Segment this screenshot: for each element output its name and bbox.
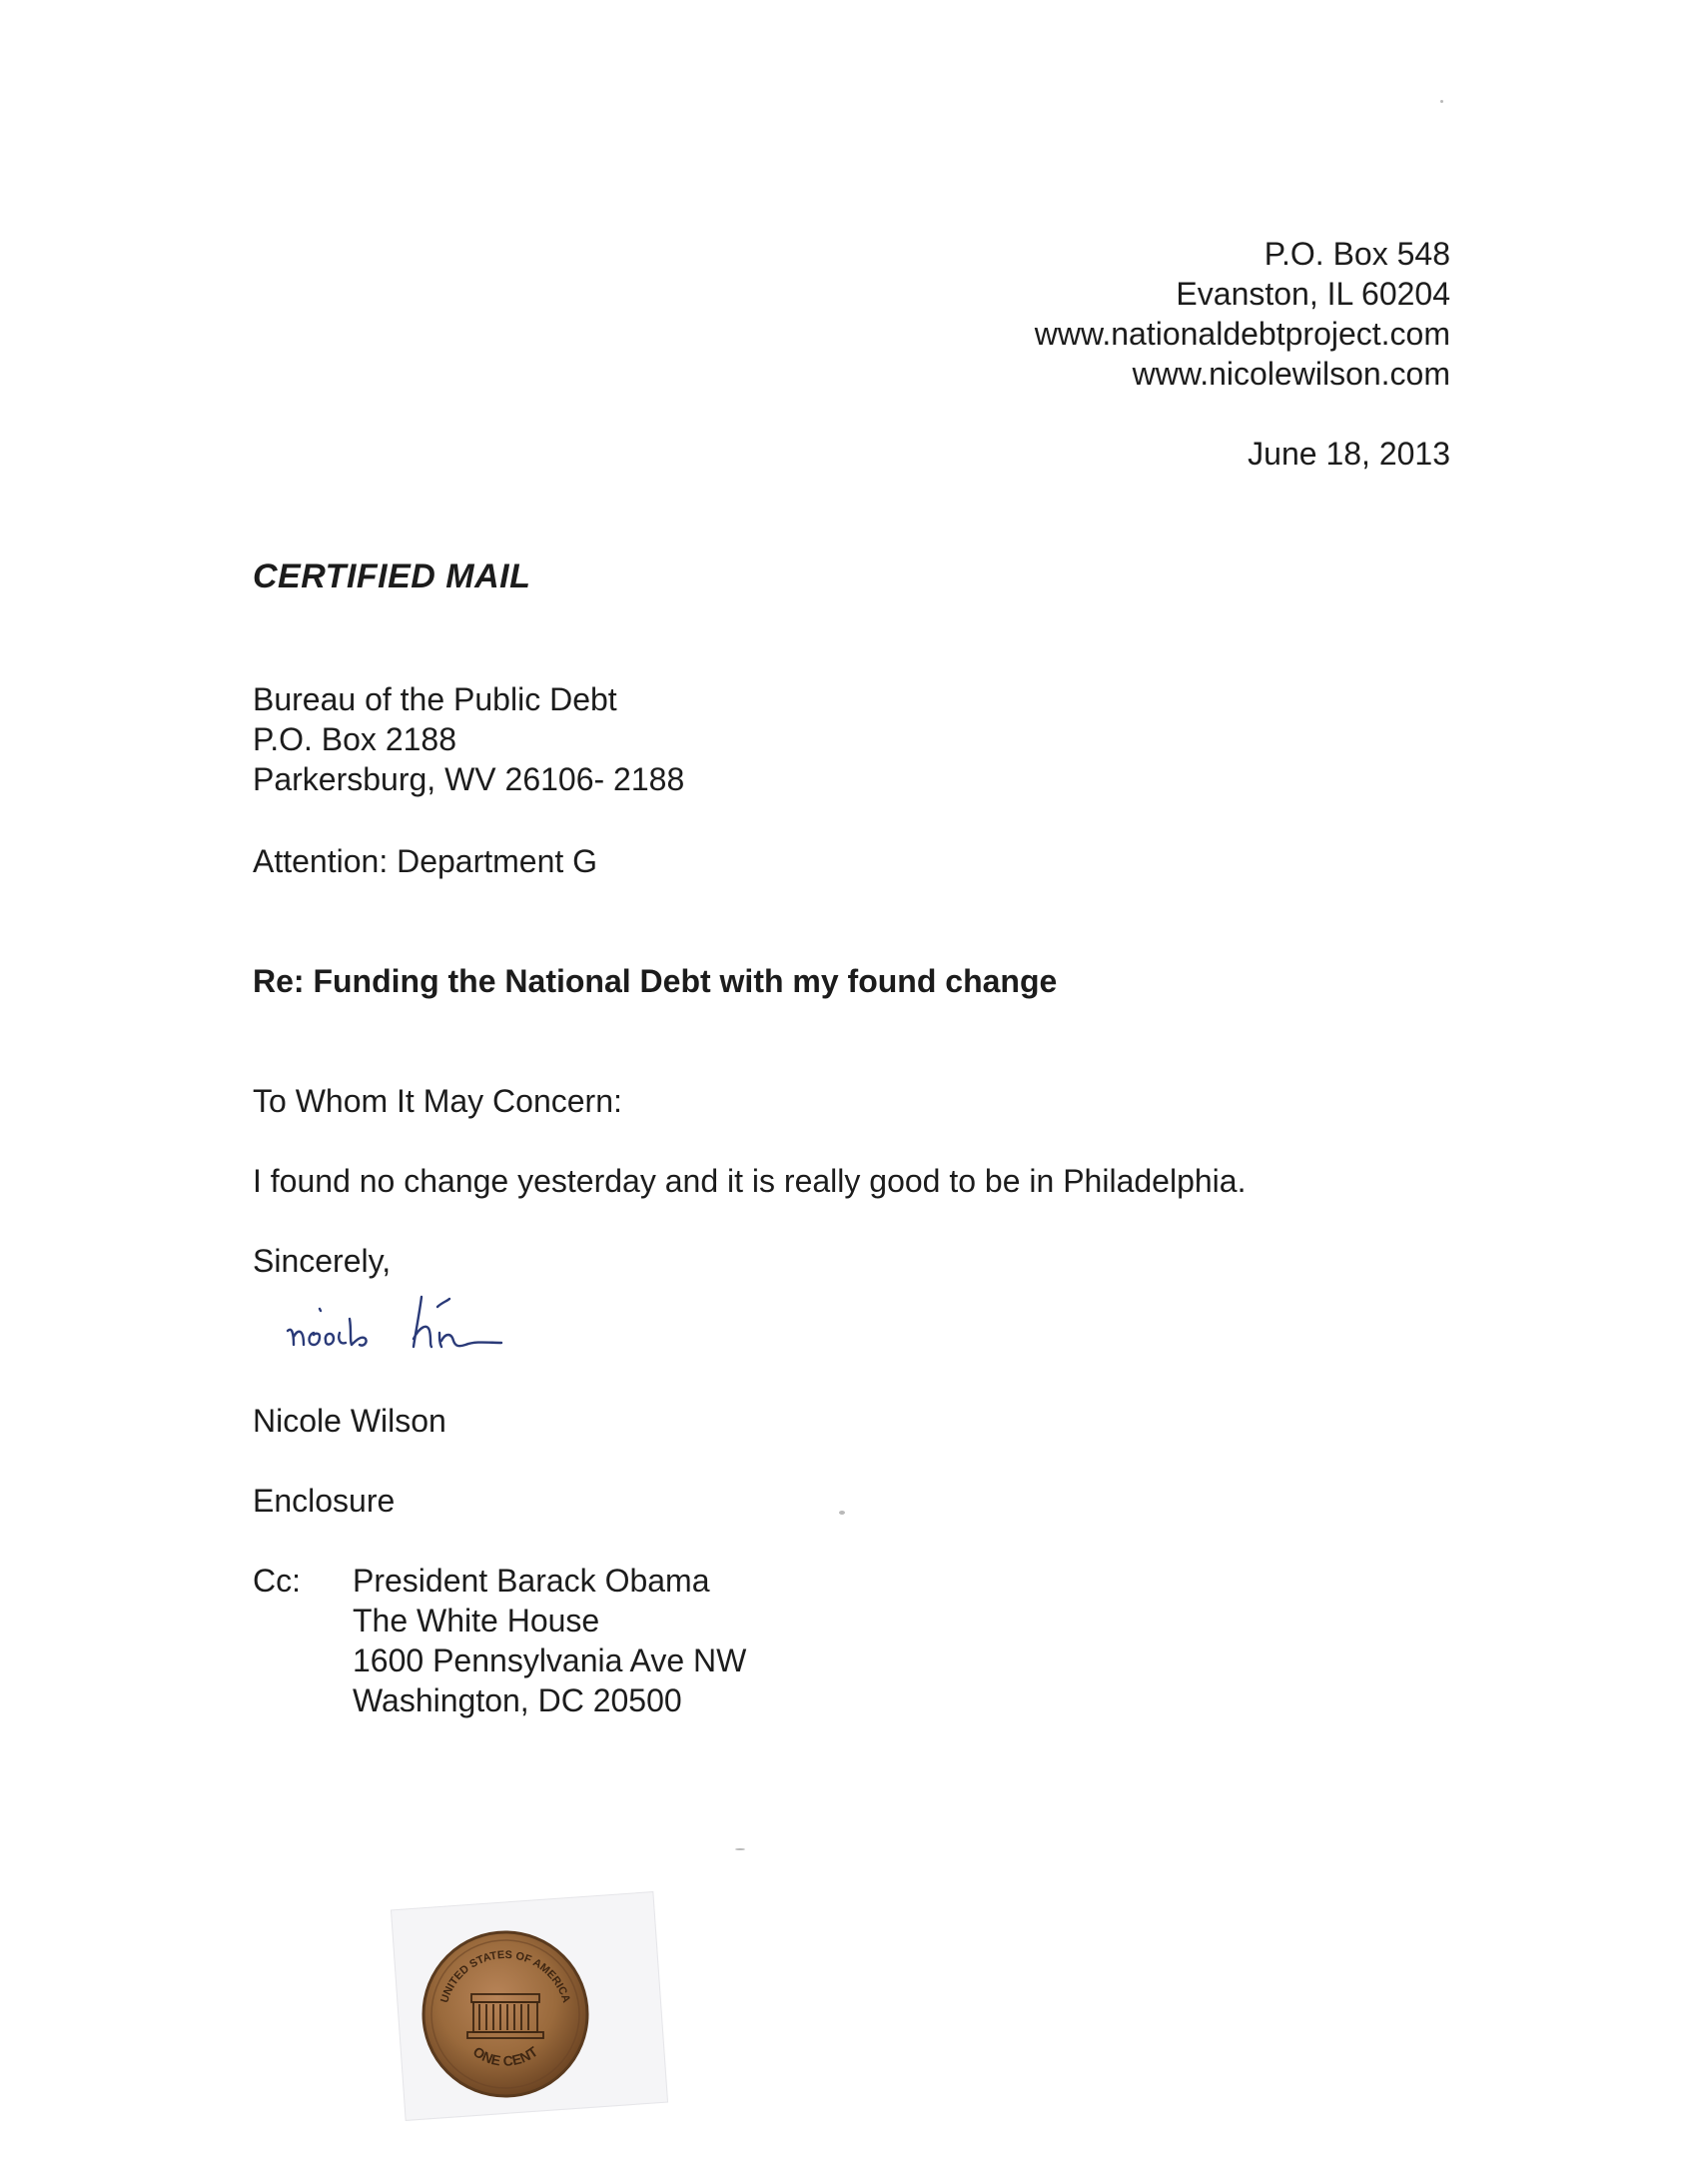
paper-speck (735, 1848, 745, 1850)
salutation: To Whom It May Concern: (253, 1083, 622, 1119)
handwritten-signature (280, 1289, 649, 1379)
paper-speck (839, 1511, 845, 1515)
sender-address (1035, 234, 1450, 394)
recipient-address-line: P.O. Box 2188 (253, 721, 456, 757)
cc-label: Cc: (253, 1563, 301, 1599)
cc-address-line: President Barack Obama (353, 1563, 710, 1599)
recipient-address-line: Parkersburg, WV 26106- 2188 (253, 761, 685, 797)
paper-speck (1440, 100, 1443, 103)
enclosure-note: Enclosure (253, 1483, 396, 1519)
coin-top-text: UNITED STATES OF AMERICA (438, 1948, 572, 2005)
sender-address-line: Evanston, IL 60204 (1176, 276, 1450, 312)
letter-date: June 18, 2013 (1248, 436, 1450, 472)
sender-address-line: P.O. Box 548 (1264, 236, 1450, 272)
sender-website-line: www.nationaldebtproject.com (1034, 316, 1450, 352)
cc-address-line: Washington, DC 20500 (353, 1682, 682, 1718)
recipient-address (253, 679, 684, 799)
attention-line: Attention: Department G (253, 843, 598, 879)
subject-line: Re: Funding the National Debt with my found change (253, 963, 1058, 999)
signer-name: Nicole Wilson (253, 1403, 446, 1439)
recipient-address-line: Bureau of the Public Debt (253, 681, 617, 717)
certified-mail-heading: CERTIFIED MAIL (253, 557, 531, 595)
closing: Sincerely, (253, 1243, 392, 1279)
cc-address-line: The White House (353, 1603, 600, 1638)
letter-body: I found no change yesterday and it is really good to be in Philadelphia. (253, 1163, 1247, 1199)
sender-website-line: www.nicolewilson.com (1132, 356, 1450, 392)
cc-address-line: 1600 Pennsylvania Ave NW (353, 1642, 747, 1678)
cc-address (353, 1561, 746, 1720)
coin-bottom-text: ONE CENT (469, 2043, 541, 2069)
penny-coin (420, 1928, 591, 2100)
